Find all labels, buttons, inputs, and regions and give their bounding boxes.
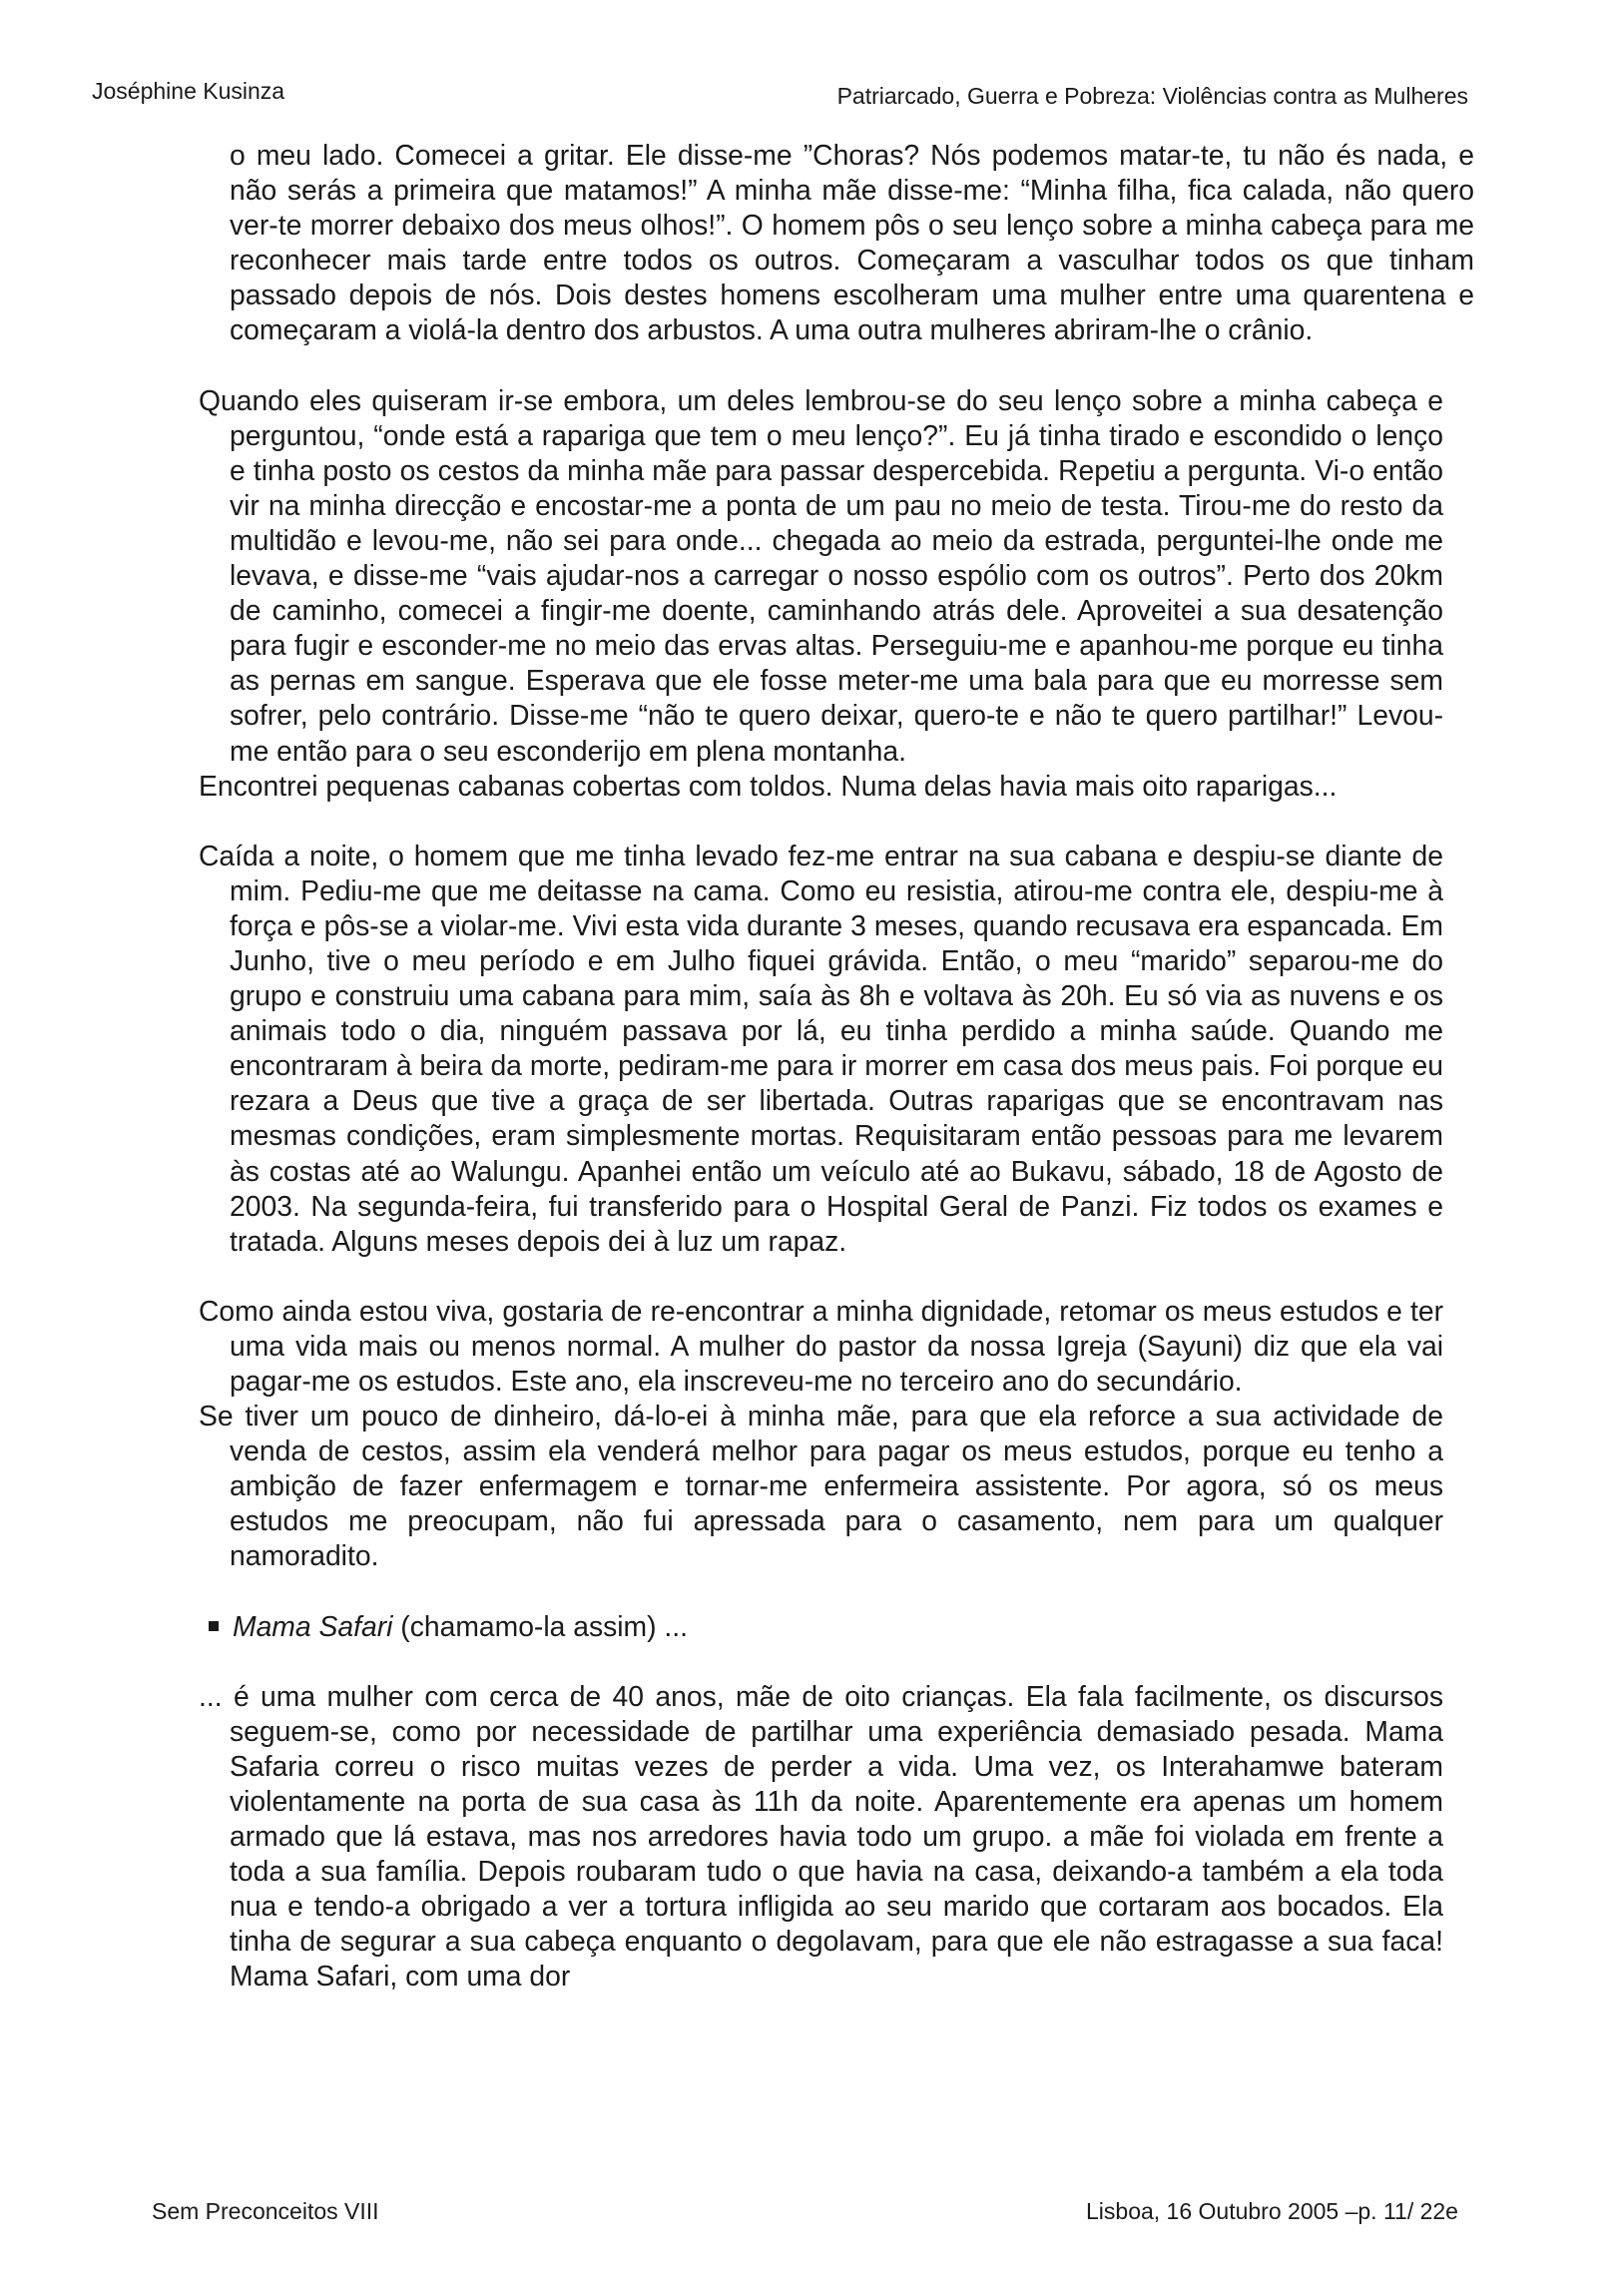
- paragraph: Encontrei pequenas cabanas cobertas com toldos. Numa delas havia mais oito raparigas...: [199, 769, 1338, 802]
- paragraph: Se tiver um pouco de dinheiro, dá-lo-ei à minha mãe, para que ela reforce a sua actividade de venda de cestos, assim ela venderá melhor para pagar os meus estudos, porque eu tenho a ambição de fazer enfermagem e tornar-me enfermeira assistente. Por agora, só os meus estudos me preocupam, não fui apressada para o casamento, nem para um qualquer namoradito.: [199, 1400, 1443, 1572]
- footer-left: Sem Preconceitos VIII: [152, 2198, 379, 2224]
- paragraph: Caída a noite, o homem que me tinha levado fez-me entrar na sua cabana e despiu-se diante de mim. Pediu-me que me deitasse na cama. Como eu resistia, atirou-me contra ele, despiu-me à força e pôs-se a violar-me. Vivi esta vida durante 3 meses, quando recusava era espancada. Em Junho, tive o meu período e em Julho fiquei grávida. Então, o meu “marido” separou-me do grupo e construiu uma cabana para mim, saía às 8h e voltava às 20h. Eu só via as nuvens e os animais todo o dia, ninguém passava por lá, eu tinha perdido a minha saúde. Quando me encontraram à beira da morte, pediram-me para ir morrer em casa dos meus pais. Foi porque eu rezara a Deus que tive a graça de ser libertada. Outras raparigas que se encontravam nas mesmas condições, eram simplesmente mortas. Requisitaram então pessoas para me levarem às costas até ao Walungu. Apanhei então um veículo até ao Bukavu, sábado, 18 de Agosto de 2003. Na segunda-feira, fui transferido para o Hospital Geral de Panzi. Fiz todos os exames e tratada. Alguns meses depois dei à luz um rapaz.: [199, 839, 1443, 1257]
- header-title: Patriarcado, Guerra e Pobreza: Violências contra as Mulheres: [836, 83, 1468, 109]
- paragraph: Como ainda estou viva, gostaria de re-encontrar a minha dignidade, retomar os meus estudos e ter uma vida mais ou menos normal. A mulher do pastor da nossa Igreja (Sayuni) diz que ela vai pagar-me os estudos. Este ano, ela inscreveu-me no terceiro ano do secundário.: [199, 1294, 1443, 1397]
- section-suffix: (chamamo-la assim) ...: [392, 1609, 689, 1642]
- footer-right: Lisboa, 16 Outubro 2005 –p. 11/ 22e: [1086, 2198, 1458, 2224]
- paragraph: Quando eles quiseram ir-se embora, um deles lembrou-se do seu lenço sobre a minha cabeça e perguntou, “onde está a rapariga que tem o meu lenço?”. Eu já tinha tirado e escondido o lenço e tinha posto os cestos da minha mãe para passar despercebida. Repetiu a pergunta. Vi-o então vir na minha direcção e encostar-me a ponta de um pau no meio de testa. Tirou-me do resto da multidão e levou-me, não sei para onde... chegada ao meio da estrada, perguntei-lhe onde me levava, e disse-me “vais ajudar-nos a carregar o nosso espólio com os outros”. Perto dos 20km de caminho, comecei a fingir-me doente, caminhando atrás dele. Aproveitei a sua desatenção para fugir e esconder-me no meio das ervas altas. Perseguiu-me e apanhou-me porque eu tinha as pernas em sangue. Esperava que ele fosse meter-me uma bala para que eu morresse sem sofrer, pelo contrário. Disse-me “não te quero deixar, quero-te e não te quero partilhar!” Levou-me então para o seu esconderijo em plena montanha.: [199, 383, 1443, 767]
- page-footer: [152, 2198, 1518, 2234]
- paragraph: ... é uma mulher com cerca de 40 anos, mãe de oito crianças. Ela fala facilmente, os discursos seguem-se, como por necessidade de partilhar uma experiência demasiado pesada. Mama Safaria correu o risco muitas vezes de perder a vida. Uma vez, os Interahamwe bateram violentamente na porta de sua casa às 11h da noite. Aparentemente era apenas um homem armado que lá estava, mas nos arredores havia todo um grupo. a mãe foi violada em frente a toda a sua família. Depois roubaram tudo o que havia na casa, deixando-a também a ela toda nua e tendo-a obrigado a ver a tortura infligida ao seu marido que cortaram aos bocados. Ela tinha de segurar a sua cabeça enquanto o degolavam, para que ele não estragasse a sua faca! Mama Safari, com uma dor: [199, 1679, 1443, 1993]
- section-heading: [209, 1609, 1453, 1644]
- body-text: [199, 138, 1474, 1995]
- section-name: Mama Safari: [233, 1609, 393, 1642]
- page-header: [92, 78, 1526, 118]
- paragraph: o meu lado. Comecei a gritar. Ele disse-me ”Choras? Nós podemos matar-te, tu não és nada, e não serás a primeira que matamos!” A minha mãe disse-me: “Minha filha, fica calada, não quero ver-te morrer debaixo dos meus olhos!”. O homem pôs o seu lenço sobre a minha cabeça para me reconhecer mais tarde entre todos os outros. Começaram a vasculhar todos os que tinham passado depois de nós. Dois destes homens escolheram uma mulher entre uma quarentena e começaram a violá-la dentro dos arbustos. A uma outra mulheres abriram-lhe o crânio.: [230, 139, 1474, 346]
- header-author: Joséphine Kusinza: [92, 78, 285, 104]
- bullet-icon: [209, 1621, 219, 1631]
